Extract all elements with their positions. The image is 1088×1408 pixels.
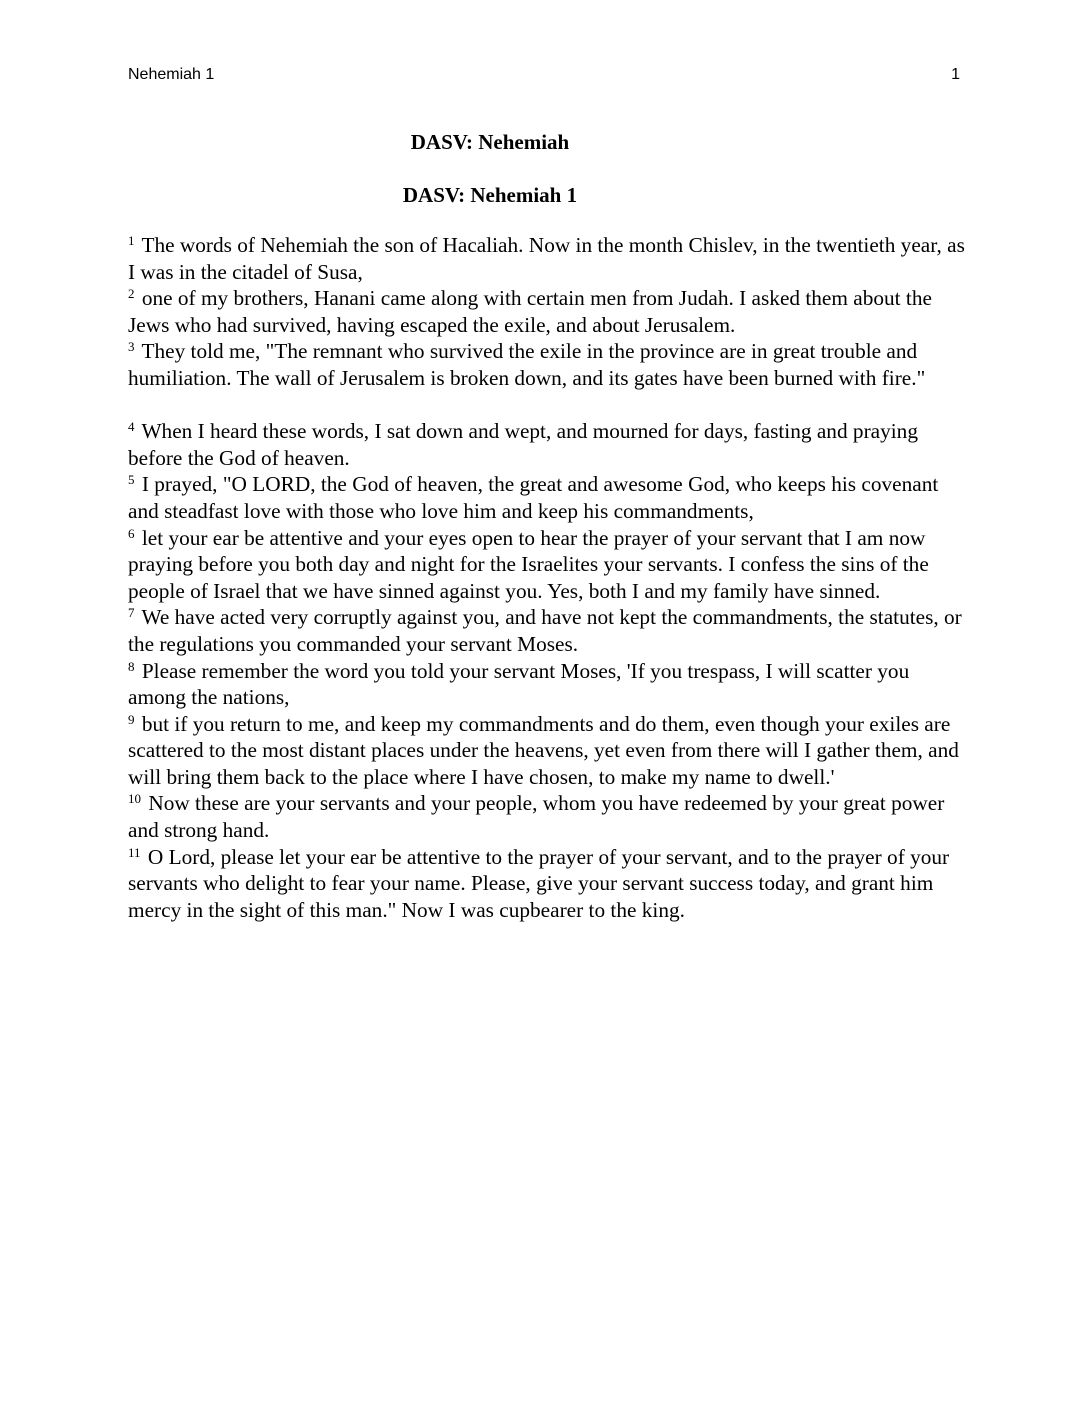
running-header — [128, 66, 960, 84]
verse-text: but if you return to me, and keep my commandments and do them, even though your exiles are scattered to the most distant places under the heavens, yet even from there will I gather them, and will bring them back to the place where I have chosen, to make my name to dwell.' — [128, 711, 959, 789]
verse-text: let your ear be attentive and your eyes open to hear the prayer of your servant that I am now praying before you both day and night for the Israelites your servants. I confess the sins of the people of Israel that we have sinned against you. Yes, both I and my family have sinned. — [128, 525, 929, 603]
verse-number: 6 — [128, 525, 135, 541]
verse — [128, 285, 968, 338]
verse — [128, 844, 968, 924]
verse — [128, 658, 968, 711]
verse-number: 2 — [128, 286, 135, 302]
verse-number: 5 — [128, 472, 135, 488]
verse — [128, 525, 968, 605]
verse-text: Now these are your servants and your people, whom you have redeemed by your great power and strong hand. — [128, 791, 945, 843]
verse — [128, 711, 968, 791]
verse — [128, 790, 968, 843]
verse-text: one of my brothers, Hanani came along with certain men from Judah. I asked them about the Jews who had survived, having escaped the exile, and about Jerusalem. — [128, 286, 932, 337]
header-title: Nehemiah 1 — [128, 66, 215, 83]
book-title: DASV: Nehemiah — [410, 130, 570, 154]
verse-text: I prayed, "O LORD, the God of heaven, the great and awesome God, who keeps his covenant and steadfast love with those who love him and keep his commandments, — [128, 472, 939, 523]
verse — [128, 471, 968, 524]
verse-number: 9 — [128, 711, 135, 727]
verse-text: The words of Nehemiah the son of Hacaliah. Now in the month Chislev, in the twentieth year, as I was in the citadel of Susa, — [128, 233, 965, 284]
verse-number: 4 — [128, 419, 135, 435]
verse — [128, 338, 968, 391]
verse-number: 10 — [128, 791, 141, 807]
verse-text: When I heard these words, I sat down and wept, and mourned for days, fasting and praying before the God of heaven. — [128, 419, 918, 470]
page-number: 1 — [951, 66, 960, 83]
verse-number: 11 — [128, 844, 141, 860]
verse — [128, 418, 968, 471]
verse — [128, 604, 968, 657]
verse-number: 3 — [128, 339, 135, 355]
chapter-text — [128, 232, 968, 923]
verse-number: 8 — [128, 658, 135, 674]
chapter-title: DASV: Nehemiah 1 — [402, 183, 578, 207]
verse-text: Please remember the word you told your servant Moses, 'If you trespass, I will scatter you among the nations, — [128, 658, 910, 710]
verse-text: O Lord, please let your ear be attentive to the prayer of your servant, and to the prayer of your servants who delight to fear your name. Please, give your servant success today, and grant him mercy in the sight of this man." Now I was cupbearer to the king. — [128, 844, 950, 922]
paragraph-gap — [128, 392, 968, 419]
verse-number: 7 — [128, 605, 135, 621]
verse-text: We have acted very corruptly against you, and have not kept the commandments, the statutes, or the regulations you commanded your servant Moses. — [128, 605, 962, 656]
verse — [128, 232, 968, 285]
verse-text: They told me, "The remnant who survived the exile in the province are in great trouble and humiliation. The wall of Jerusalem is broken down, and its gates have been burned with fire." — [128, 339, 926, 390]
verse-number: 1 — [128, 233, 135, 248]
